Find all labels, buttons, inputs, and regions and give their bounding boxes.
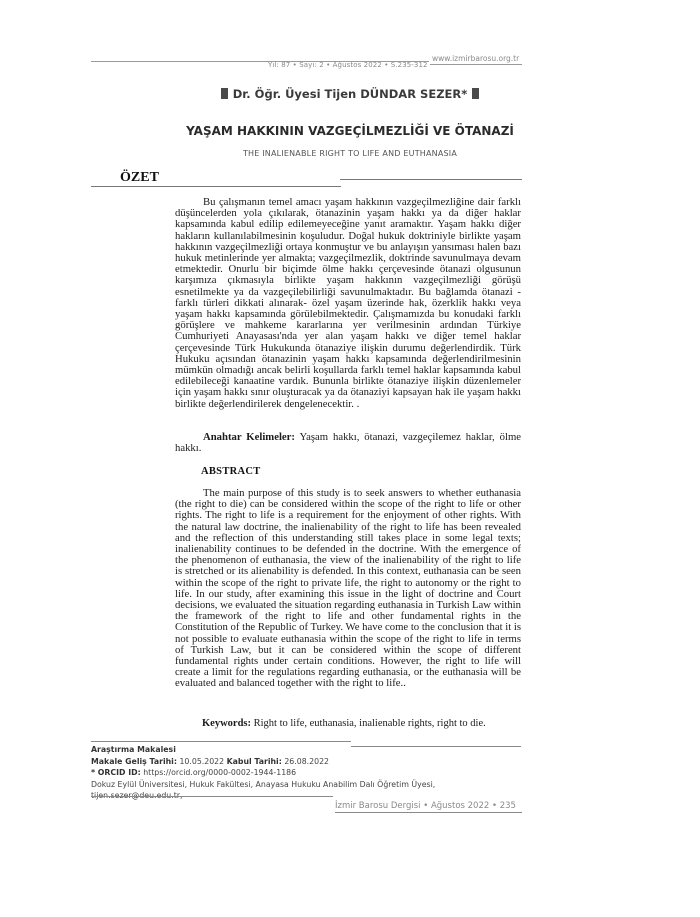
- ozet-rule: [91, 186, 341, 187]
- article-type: Araştırma Makalesi: [91, 745, 176, 754]
- journal-url[interactable]: www.izmirbarosu.org.tr: [432, 54, 520, 63]
- author-marker-right: [472, 88, 479, 99]
- orcid-label: * ORCID ID:: [91, 768, 141, 777]
- footer-rule-left: [91, 741, 351, 742]
- keywords-tr-text: Yaşam hakkı, ötanazi, vazgeçilemez haklar, ölme hakkı.: [175, 431, 521, 455]
- footer-block: [91, 744, 435, 802]
- journal-page-footer: İzmir Barosu Dergisi • Ağustos 2022 • 235: [335, 801, 516, 811]
- affiliation: Dokuz Eylül Üniversitesi, Hukuk Fakültesi, Anayasa Hukuku Anabilim Dalı Öğretim Üyesi,: [91, 779, 436, 789]
- acceptance-label: Kabul Tarihi:: [226, 756, 282, 766]
- submission-label: Makale Geliş Tarihi:: [91, 756, 177, 766]
- keywords-en: [202, 718, 486, 729]
- keywords-tr-label: Anahtar Kelimeler:: [203, 431, 295, 443]
- journal-footer-rule: [91, 796, 333, 797]
- article-title-tr: YAŞAM HAKKININ VAZGEÇİLMEZLİĞİ VE ÖTANAZİ: [186, 124, 514, 138]
- author-name: Dr. Öğr. Üyesi Tijen DÜNDAR SEZER*: [232, 87, 468, 101]
- author-line: [0, 87, 700, 101]
- keywords-en-text: Right to life, euthanasia, inalienable rights, right to die.: [251, 718, 486, 729]
- author-marker-left: [221, 88, 228, 99]
- keywords-tr: [175, 432, 521, 454]
- ozet-paragraph: Bu çalışmanın temel amacı yaşam hakkının vazgeçilmezliğine dair farklı düşüncelerden yola çıkılarak, ötanazinin yaşam hakkı ya da diğer haklar kapsamında kabul edilip edilemeyeceğine yanıt aramaktır. Yaşam hakkı diğer hakların kullanılabilmesinin koşuludur. Doğal hukuk doktriniyle birlikte yaşam hakkının vazgeçilmezliği ortaya konmuştur ve bu anlayışın yansıması halen bazı hukuk metinlerinde yer almakta; vazgeçilmezlik, doktrinde savunulmaya devam etmektedir. Onurlu bir biçimde ölme hakkı çerçevesinde ötanazi olgusunun karşımıza çıkmasıyla birlikte yaşam hakkının vazgeçilmezliği görüşü esnetilmekte ya da vazgeçilebilirliği savunulmaktadır. Bu bağlamda ötanazi -farklı türleri dikkati alınarak- özel yaşam üzerinde hak, özerklik hakkı veya yaşam hakkı kapsamında görülebilmektedir. Çalışmamızda bu konudaki farklı görüşlere ve mahkeme kararlarına yer verilmesinin ardından Türkiye Cumhuriyeti Anayasası'nda yer alan yaşam hakkı ve diğer temel haklar çerçevesinde Türk Hukukunda ötanaziye ilişkin durumu değerlendirdik. Türk Hukuku açısından ötanazinin yaşam hakkı kapsamında değerlendirilmesinin mümkün olmadığı ancak belirli koşullarda farklı temel haklar kapsamında kabul edilebileceği kanaatine vardık. Bununla birlikte ötanaziye ilişkin düzenlemeler için yaşam hakkı sınır oluşturacak ya da ötanaziyi kapsayan hak ile yaşam hakkı birlikte değerlendirilerek dengelenecektir. .: [175, 196, 521, 410]
- article-title-en: THE INALIENABLE RIGHT TO LIFE AND EUTHANASIA: [242, 149, 458, 158]
- orcid-link[interactable]: https://orcid.org/0000-0002-1944-1186: [143, 768, 297, 777]
- ozet-rule-right: [340, 179, 522, 180]
- issue-info: Yıl: 87 • Sayı: 2 • Ağustos 2022 • S.235-312: [268, 61, 428, 69]
- submission-date: 10.05.2022: [179, 756, 225, 766]
- keywords-en-label: Keywords:: [202, 718, 251, 729]
- ozet-body: [175, 197, 521, 410]
- acceptance-date: 26.08.2022: [284, 756, 329, 766]
- journal-footer-rule-bottom: [335, 812, 522, 813]
- abstract-paragraph: The main purpose of this study is to seek answers to whether euthanasia (the right to die) can be considered within the scope of the right to life or other rights. The right to life is a requirement for the enjoyment of other rights. With the natural law doctrine, the inalienability of the right to life has been revealed and the reflection of this understanding still takes place in some legal texts; inalienability continues to be defended in the doctrine. With the emergence of the phenomenon of euthanasia, the view of the inalienability of the right to life is stretched or its alienability is defended. In this context, euthanasia can be seen within the scope of the right to private life, the right to autonomy or the right to life. In our study, after examining this issue in the light of doctrine and Court decisions, we evaluated the situation regarding euthanasia in Turkish Law within the framework of the right to life and other fundamental rights in the Constitution of the Republic of Turkey. We have come to the conclusion that it is not possible to evaluate euthanasia within the scope of the right to life in terms of Turkish Law, but it can be considered within the scope of different fundamental rights under certain conditions. However, the right to life will create a limit for the regulations regarding euthanasia, or the euthanasia will be evaluated and balanced together with the right to life..: [175, 487, 521, 690]
- ozet-heading: ÖZET: [120, 170, 159, 185]
- abstract-heading: ABSTRACT: [201, 466, 261, 477]
- header-rule-right: [430, 64, 522, 65]
- abstract-body: [175, 488, 521, 690]
